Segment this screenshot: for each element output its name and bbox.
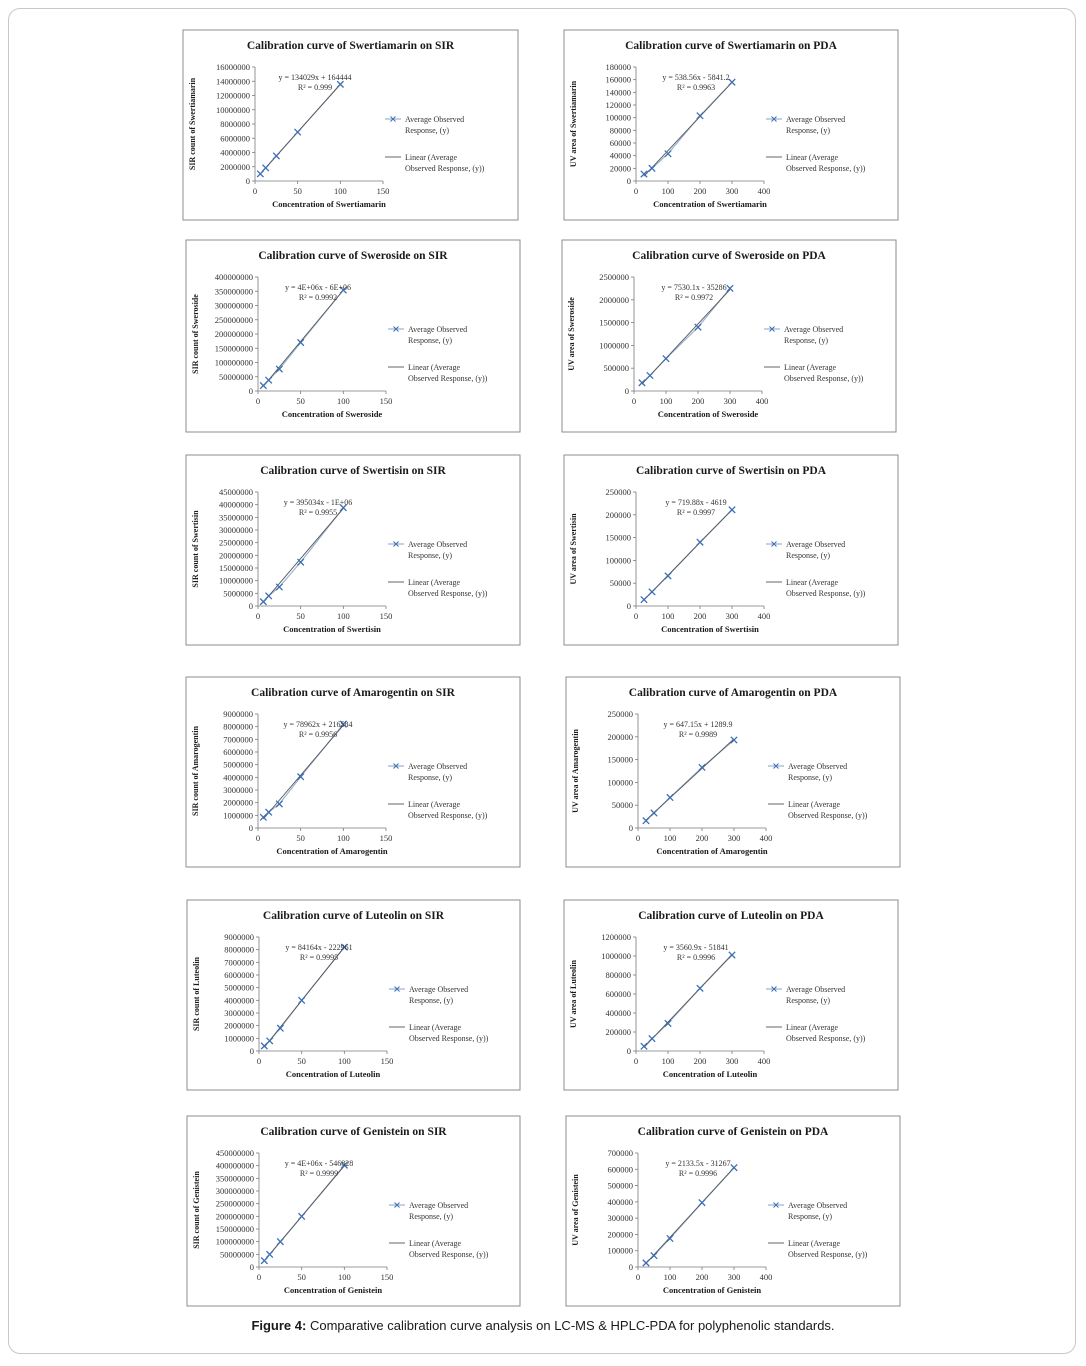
chart-8-r2: R² = 0.9989 (678, 730, 718, 739)
chart-4-ytick-label-3: 1500000 (599, 317, 629, 328)
chart-12-xtick-label-3: 300 (727, 1272, 741, 1282)
chart-10-ytick-label-5: 1000000 (601, 951, 631, 961)
chart-8-title: Calibration curve of Amarogentin on PDA (628, 687, 838, 699)
chart-11-ytick-label-9: 450000000 (215, 1148, 254, 1158)
chart-5-title: Calibration curve of Swertisin on SIR (260, 465, 446, 477)
chart-1-ylabel: SIR count of Swertiamarin (188, 77, 197, 171)
chart-10-legend-observed-label: Average Observed Response, (y) (786, 985, 846, 1005)
chart-6-equation: y = 719.88x - 4619 (665, 498, 727, 507)
chart-4-xtick-label-4: 400 (755, 396, 769, 406)
chart-5-ytick-label-7: 35000000 (219, 512, 253, 523)
chart-3-ytick-label-7: 350000000 (214, 286, 253, 297)
chart-1-legend-observed-label: Average Observed Response, (y) (405, 115, 465, 135)
chart-2-ytick-label-4: 80000 (609, 125, 631, 136)
chart-9-xlabel: Concentration of Luteolin (285, 1069, 381, 1079)
chart-2-xtick-label-4: 400 (757, 186, 771, 196)
chart-3-ytick-label-1: 50000000 (219, 371, 253, 382)
chart-2-ytick-label-9: 180000 (605, 62, 631, 72)
chart-6-xlabel: Concentration of Swertisin (661, 624, 759, 634)
chart-4-r2: R² = 0.9972 (674, 293, 714, 302)
chart-5-ytick-label-8: 40000000 (219, 499, 253, 510)
chart-2-ytick-label-8: 160000 (605, 74, 631, 85)
chart-5-xtick-label-3: 150 (379, 611, 393, 621)
chart-2-xtick-label-3: 300 (725, 186, 739, 196)
chart-11-xtick-label-1: 50 (297, 1272, 306, 1282)
chart-11-ytick-label-4: 200000000 (215, 1211, 254, 1222)
chart-8-legend-observed-label: Average Observed Response, (y) (788, 762, 848, 782)
chart-5-xtick-label-2: 100 (336, 611, 350, 621)
chart-8-ytick-label-5: 250000 (607, 709, 633, 719)
chart-11-ytick-label-2: 100000000 (215, 1236, 254, 1247)
chart-6-ytick-label-1: 50000 (609, 578, 631, 589)
chart-11-xtick-label-3: 150 (380, 1272, 394, 1282)
chart-6-title: Calibration curve of Swertisin on PDA (635, 465, 827, 477)
chart-12-ytick-label-0: 0 (628, 1262, 633, 1272)
chart-12-xtick-label-1: 100 (663, 1272, 677, 1282)
chart-6-xtick-label-3: 300 (725, 611, 739, 621)
chart-9-xtick-label-3: 150 (380, 1056, 394, 1066)
chart-12-ytick-label-5: 500000 (607, 1180, 633, 1191)
chart-8-ytick-label-3: 150000 (607, 754, 633, 765)
chart-11-ytick-label-7: 350000000 (215, 1173, 254, 1184)
chart-5-ytick-label-9: 45000000 (219, 487, 253, 497)
chart-10-xtick-label-4: 400 (757, 1056, 771, 1066)
chart-7-legend-linear-label: Linear (Average Observed Response, (y)) (408, 800, 488, 820)
chart-8-ytick-label-2: 100000 (607, 777, 633, 788)
chart-2-ytick-label-1: 20000 (609, 163, 631, 174)
chart-11-ytick-label-6: 300000000 (215, 1186, 254, 1196)
chart-12-ytick-label-4: 400000 (607, 1196, 633, 1207)
chart-12-legend-observed-label: Average Observed Response, (y) (788, 1201, 848, 1221)
chart-2-ytick-label-0: 0 (626, 176, 631, 186)
chart-3-ytick-label-3: 150000000 (214, 343, 253, 354)
chart-2-xtick-label-0: 0 (633, 186, 639, 196)
chart-11-ytick-label-5: 250000000 (215, 1198, 254, 1209)
chart-1-xtick-label-0: 0 (252, 186, 258, 196)
chart-5-ytick-label-2: 10000000 (219, 575, 253, 586)
chart-11-legend-observed-label: Average Observed Response, (y) (409, 1201, 469, 1221)
chart-7-ytick-label-6: 6000000 (223, 747, 253, 757)
chart-10-xtick-label-0: 0 (633, 1056, 639, 1066)
chart-10-equation: y = 3560.9x - 51841 (663, 943, 729, 952)
chart-1-ytick-label-1: 2000000 (220, 161, 250, 172)
chart-4-xtick-label-1: 100 (659, 396, 673, 406)
chart-9-xtick-label-1: 50 (297, 1056, 306, 1066)
chart-4-xtick-label-2: 200 (691, 396, 705, 406)
chart-9-legend-linear-label: Linear (Average Observed Response, (y)) (409, 1023, 489, 1043)
chart-1-title: Calibration curve of Swertiamarin on SIR (246, 40, 455, 52)
chart-8-xtick-label-3: 300 (727, 833, 741, 843)
chart-1-xlabel: Concentration of Swertiamarin (272, 199, 386, 209)
chart-2-xtick-label-2: 200 (693, 186, 707, 196)
chart-9-legend-observed-label: Average Observed Response, (y) (409, 985, 469, 1005)
chart-7-legend-observed-label: Average Observed Response, (y) (408, 762, 468, 782)
chart-1-ytick-label-4: 8000000 (220, 119, 250, 129)
chart-9-xtick-label-2: 100 (337, 1056, 351, 1066)
chart-2-xlabel: Concentration of Swertiamarin (653, 199, 767, 209)
chart-11-ytick-label-3: 150000000 (215, 1224, 254, 1234)
chart-12-legend-linear-label: Linear (Average Observed Response, (y)) (788, 1239, 868, 1259)
chart-7-ytick-label-3: 3000000 (223, 785, 253, 795)
chart-7-title: Calibration curve of Amarogentin on SIR (251, 687, 455, 699)
chart-11-xtick-label-0: 0 (256, 1272, 262, 1282)
chart-9-ytick-label-7: 7000000 (224, 957, 254, 968)
chart-4-title: Calibration curve of Sweroside on PDA (632, 250, 826, 262)
chart-3-ytick-label-4: 200000000 (214, 329, 253, 339)
chart-8-equation: y = 647.15x + 1289.9 (663, 720, 733, 729)
caption-label: Figure 4: (251, 1318, 307, 1333)
chart-12-xtick-label-2: 200 (695, 1272, 709, 1282)
chart-7-xtick-label-1: 50 (296, 833, 305, 843)
chart-6-ytick-label-5: 250000 (605, 487, 631, 497)
chart-10-ylabel: UV area of Luteolin (569, 960, 578, 1028)
chart-7-equation: y = 78962x + 216584 (283, 720, 353, 729)
chart-6-ytick-label-0: 0 (626, 601, 631, 611)
chart-1-ytick-label-2: 4000000 (220, 147, 250, 158)
chart-3 (186, 240, 520, 432)
chart-12-ylabel: UV area of Genistein (571, 1174, 580, 1246)
chart-6-legend-linear-label: Linear (Average Observed Response, (y)) (786, 578, 866, 598)
chart-12 (566, 1116, 900, 1306)
chart-4-xlabel: Concentration of Sweroside (657, 409, 759, 419)
chart-3-legend-observed-label: Average Observed Response, (y) (408, 325, 468, 345)
chart-9-ytick-label-9: 9000000 (224, 932, 254, 942)
chart-5-equation: y = 395034x - 1E+06 (283, 498, 353, 507)
chart-7-ylabel: SIR count of Amarogentin (191, 726, 200, 816)
chart-1-equation: y = 134029x + 164444 (278, 73, 352, 82)
chart-3-xlabel: Concentration of Sweroside (281, 409, 383, 419)
chart-10-xtick-label-3: 300 (725, 1056, 739, 1066)
chart-5-xtick-label-0: 0 (255, 611, 261, 621)
chart-1 (183, 30, 518, 220)
chart-8-xtick-label-0: 0 (635, 833, 641, 843)
chart-6-xtick-label-1: 100 (661, 611, 675, 621)
chart-5-xlabel: Concentration of Swertisin (283, 624, 381, 634)
chart-11-xlabel: Concentration of Genistein (283, 1285, 383, 1295)
chart-2-legend-observed-label: Average Observed Response, (y) (786, 115, 846, 135)
chart-8 (566, 677, 900, 867)
chart-12-title: Calibration curve of Genistein on PDA (637, 1126, 829, 1138)
chart-11-ytick-label-8: 400000000 (215, 1160, 254, 1171)
chart-1-legend-linear-label: Linear (Average Observed Response, (y)) (405, 153, 485, 173)
chart-8-ylabel: UV area of Amarogentin (571, 729, 580, 813)
chart-5-ytick-label-3: 15000000 (219, 563, 253, 573)
chart-6 (564, 455, 898, 645)
chart-5-legend-linear-label: Linear (Average Observed Response, (y)) (408, 578, 488, 598)
chart-10-ytick-label-2: 400000 (605, 1008, 631, 1018)
chart-9-ytick-label-3: 3000000 (224, 1008, 254, 1018)
chart-10-xtick-label-1: 100 (661, 1056, 675, 1066)
chart-2-ytick-label-6: 120000 (605, 100, 631, 110)
chart-7-ytick-label-8: 8000000 (223, 721, 253, 732)
chart-1-ytick-label-6: 12000000 (216, 90, 250, 101)
chart-12-ytick-label-6: 600000 (607, 1164, 633, 1175)
chart-1-ytick-label-8: 16000000 (216, 62, 250, 72)
chart-2-ylabel: UV area of Swertiamarin (569, 80, 578, 168)
chart-5-ytick-label-1: 5000000 (223, 588, 253, 599)
chart-2-ytick-label-7: 140000 (605, 87, 631, 98)
chart-9-equation: y = 84164x - 222961 (285, 943, 353, 952)
chart-12-ytick-label-7: 700000 (607, 1148, 633, 1158)
chart-8-ytick-label-0: 0 (628, 823, 633, 833)
chart-2-ytick-label-3: 60000 (609, 138, 631, 148)
chart-4-legend-observed-label: Average Observed Response, (y) (784, 325, 844, 345)
chart-3-ytick-label-0: 0 (248, 386, 253, 396)
chart-10-ytick-label-4: 800000 (605, 970, 631, 980)
chart-3-ytick-label-8: 400000000 (214, 272, 253, 282)
chart-12-xtick-label-4: 400 (759, 1272, 773, 1282)
chart-10-r2: R² = 0.9996 (676, 953, 716, 962)
chart-5-legend-observed-label: Average Observed Response, (y) (408, 540, 468, 560)
chart-12-ytick-label-3: 300000 (607, 1213, 633, 1224)
chart-4-ytick-label-5: 2500000 (599, 272, 629, 282)
chart-10-xlabel: Concentration of Luteolin (662, 1069, 758, 1079)
chart-11-ylabel: SIR count of Genistein (192, 1171, 201, 1249)
chart-6-xtick-label-0: 0 (633, 611, 639, 621)
chart-12-xlabel: Concentration of Genistein (662, 1285, 762, 1295)
chart-6-r2: R² = 0.9997 (676, 508, 716, 517)
chart-3-xtick-label-3: 150 (379, 396, 393, 406)
chart-2-title: Calibration curve of Swertiamarin on PDA (625, 40, 837, 52)
chart-5-ytick-label-5: 25000000 (219, 537, 253, 548)
chart-8-ytick-label-4: 200000 (607, 731, 633, 742)
chart-7-xlabel: Concentration of Amarogentin (276, 846, 388, 856)
chart-10-ytick-label-3: 600000 (605, 989, 631, 999)
chart-5-ytick-label-0: 0 (248, 601, 253, 611)
chart-4-ytick-label-0: 0 (624, 386, 629, 396)
chart-11 (187, 1116, 520, 1306)
chart-6-xtick-label-2: 200 (693, 611, 707, 621)
chart-2 (564, 30, 898, 220)
chart-1-r2: R² = 0.999 (297, 83, 333, 92)
chart-3-xtick-label-0: 0 (255, 396, 261, 406)
chart-7-ytick-label-4: 4000000 (223, 772, 253, 783)
chart-1-xtick-label-1: 50 (293, 186, 302, 196)
chart-4-ylabel: UV area of Sweroside (567, 297, 576, 371)
chart-10-ytick-label-6: 1200000 (601, 932, 631, 942)
chart-10-ytick-label-1: 200000 (605, 1027, 631, 1037)
chart-12-r2: R² = 0.9996 (678, 1169, 718, 1178)
chart-3-ytick-label-2: 100000000 (214, 357, 253, 368)
chart-9-ytick-label-8: 8000000 (224, 944, 254, 955)
chart-9-ylabel: SIR count of Luteolin (192, 956, 201, 1032)
chart-11-title: Calibration curve of Genistein on SIR (260, 1126, 447, 1138)
chart-7-ytick-label-7: 7000000 (223, 734, 253, 745)
chart-4-ytick-label-1: 500000 (603, 363, 629, 374)
chart-9-ytick-label-1: 1000000 (224, 1033, 254, 1044)
chart-4-xtick-label-0: 0 (631, 396, 637, 406)
chart-10-xtick-label-2: 200 (693, 1056, 707, 1066)
chart-2-r2: R² = 0.9963 (676, 83, 716, 92)
chart-8-xtick-label-2: 200 (695, 833, 709, 843)
chart-5-ytick-label-6: 30000000 (219, 525, 253, 535)
chart-7-ytick-label-0: 0 (248, 823, 253, 833)
chart-3-ytick-label-5: 250000000 (214, 314, 253, 325)
chart-11-ytick-label-0: 0 (249, 1262, 254, 1272)
chart-3-legend-linear-label: Linear (Average Observed Response, (y)) (408, 363, 488, 383)
chart-6-xtick-label-4: 400 (757, 611, 771, 621)
chart-5-xtick-label-1: 50 (296, 611, 305, 621)
chart-8-xlabel: Concentration of Amarogentin (656, 846, 768, 856)
chart-3-ytick-label-6: 300000000 (214, 300, 253, 311)
chart-10-legend-linear-label: Linear (Average Observed Response, (y)) (786, 1023, 866, 1043)
chart-4-ytick-label-4: 2000000 (599, 294, 629, 305)
chart-5 (186, 455, 520, 645)
chart-1-xtick-label-3: 150 (376, 186, 390, 196)
chart-9-title: Calibration curve of Luteolin on SIR (262, 910, 445, 922)
chart-11-ytick-label-1: 50000000 (220, 1249, 254, 1260)
chart-12-ytick-label-2: 200000 (607, 1229, 633, 1240)
chart-8-xtick-label-1: 100 (663, 833, 677, 843)
chart-2-xtick-label-1: 100 (661, 186, 675, 196)
chart-8-legend-linear-label: Linear (Average Observed Response, (y)) (788, 800, 868, 820)
chart-12-equation: y = 2133.5x - 31267 (665, 1159, 731, 1168)
chart-7-ytick-label-5: 5000000 (223, 759, 253, 770)
chart-12-ytick-label-1: 100000 (607, 1245, 633, 1256)
chart-6-legend-observed-label: Average Observed Response, (y) (786, 540, 846, 560)
chart-6-ylabel: UV area of Swertisin (569, 513, 578, 585)
chart-10 (564, 900, 898, 1090)
chart-9-xtick-label-0: 0 (256, 1056, 262, 1066)
chart-4-xtick-label-3: 300 (723, 396, 737, 406)
chart-5-ylabel: SIR count of Swertisin (191, 510, 200, 588)
chart-3-equation: y = 4E+06x - 6E+06 (285, 283, 351, 292)
chart-10-title: Calibration curve of Luteolin on PDA (638, 910, 824, 922)
chart-7-xtick-label-2: 100 (336, 833, 350, 843)
chart-12-xtick-label-0: 0 (635, 1272, 641, 1282)
chart-2-ytick-label-2: 40000 (609, 150, 631, 161)
chart-7-ytick-label-9: 9000000 (223, 709, 253, 719)
chart-6-ytick-label-2: 100000 (605, 555, 631, 566)
chart-4-ytick-label-2: 1000000 (599, 340, 629, 351)
chart-9-ytick-label-5: 5000000 (224, 982, 254, 993)
chart-2-equation: y = 538.56x - 5841.2 (662, 73, 730, 82)
chart-4-legend-linear-label: Linear (Average Observed Response, (y)) (784, 363, 864, 383)
chart-3-xtick-label-1: 50 (296, 396, 305, 406)
chart-3-title: Calibration curve of Sweroside on SIR (258, 250, 448, 262)
chart-8-xtick-label-4: 400 (759, 833, 773, 843)
chart-2-legend-linear-label: Linear (Average Observed Response, (y)) (786, 153, 866, 173)
chart-7-r2: R² = 0.9956 (298, 730, 338, 739)
chart-7-ytick-label-1: 1000000 (223, 810, 253, 821)
chart-9-r2: R² = 0.9995 (299, 953, 339, 962)
chart-6-ytick-label-3: 150000 (605, 532, 631, 543)
chart-5-ytick-label-4: 20000000 (219, 550, 253, 561)
chart-9-ytick-label-2: 2000000 (224, 1020, 254, 1031)
chart-8-ytick-label-1: 50000 (611, 800, 633, 811)
chart-10-ytick-label-0: 0 (626, 1046, 631, 1056)
chart-9 (187, 900, 520, 1090)
chart-7 (186, 677, 520, 867)
chart-4 (562, 240, 896, 432)
figure-caption (0, 1318, 1086, 1333)
chart-1-ytick-label-3: 6000000 (220, 133, 250, 144)
chart-3-ylabel: SIR count of Sweroside (191, 294, 200, 374)
chart-1-ytick-label-5: 10000000 (216, 104, 250, 115)
chart-11-r2: R² = 0.9999 (299, 1169, 339, 1178)
chart-4-equation: y = 7530.1x - 35286 (661, 283, 727, 292)
chart-1-xtick-label-2: 100 (333, 186, 347, 196)
chart-7-xtick-label-3: 150 (379, 833, 393, 843)
chart-11-xtick-label-2: 100 (337, 1272, 351, 1282)
chart-11-legend-linear-label: Linear (Average Observed Response, (y)) (409, 1239, 489, 1259)
chart-7-xtick-label-0: 0 (255, 833, 261, 843)
chart-11-equation: y = 4E+06x - 546828 (284, 1159, 354, 1168)
chart-3-r2: R² = 0.9992 (298, 293, 338, 302)
chart-9-ytick-label-0: 0 (249, 1046, 254, 1056)
caption-text: Comparative calibration curve analysis on LC-MS & HPLC-PDA for polyphenolic standards. (309, 1318, 835, 1333)
chart-1-ytick-label-7: 14000000 (216, 76, 250, 87)
chart-3-xtick-label-2: 100 (336, 396, 350, 406)
chart-1-ytick-label-0: 0 (245, 176, 250, 186)
chart-6-ytick-label-4: 200000 (605, 509, 631, 520)
chart-9-ytick-label-6: 6000000 (224, 970, 254, 980)
chart-9-ytick-label-4: 4000000 (224, 995, 254, 1006)
chart-5-r2: R² = 0.9955 (298, 508, 338, 517)
chart-7-ytick-label-2: 2000000 (223, 797, 253, 808)
chart-2-ytick-label-5: 100000 (605, 112, 631, 123)
